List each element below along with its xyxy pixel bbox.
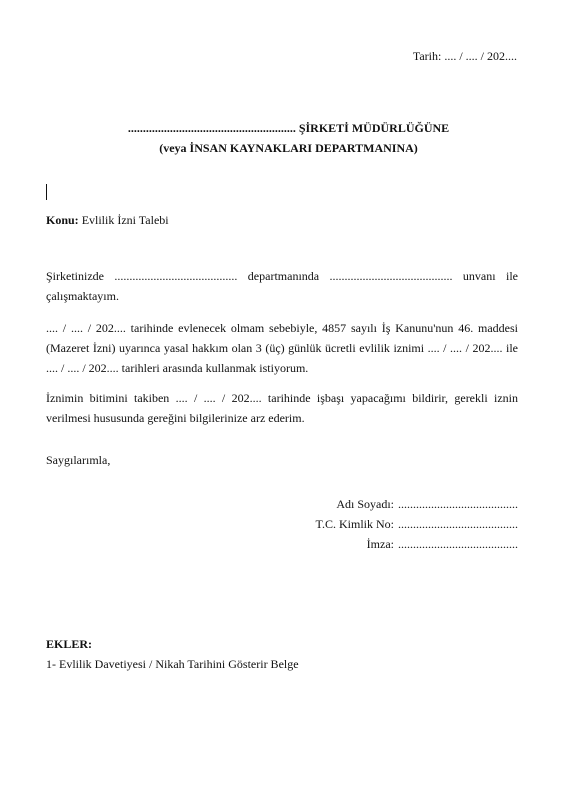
signature-field: ........................................ <box>398 497 518 511</box>
signature-block <box>240 494 518 554</box>
paragraph-leave-request: .... / .... / 202.... tarihinde evlenecek olmam sebebiyle, 4857 sayılı İş Kanunu'nun 46. maddesi (Mazeret İzni) uyarınca yasal hakkım olan 3 (üç) günlük ücretli evlilik iznimi .... / .... / 202.... ile .... / .... / 202.... tarihleri arasında kullanmak istiyorum. <box>46 321 518 375</box>
signature-field: ........................................ <box>398 537 518 551</box>
signature-row-id <box>240 514 518 534</box>
signature-label: İmza: <box>366 537 394 551</box>
signature-row-sign <box>240 534 518 554</box>
attachments-title: EKLER: <box>46 637 93 651</box>
paragraph-employment: Şirketinizde ......................................... departmanında ......................................... unvanı ile çalışmaktayım. <box>46 269 518 303</box>
signature-row-name <box>240 494 518 514</box>
paragraph-return: İznimin bitimini takiben .... / .... / 202.... tarihinde işbaşı yapacağımı bildirir, gerekli iznin verilmesi hususunda gereğini bilgilerinize arz ederim. <box>46 391 518 425</box>
subject-label: Konu: <box>46 213 79 227</box>
addressee-line-2: (veya İNSAN KAYNAKLARI DEPARTMANINA) <box>159 141 418 155</box>
closing-salutation: Saygılarımla, <box>46 453 111 467</box>
attachment-item: 1- Evlilik Davetiyesi / Nikah Tarihini Gösterir Belge <box>46 657 299 671</box>
text-cursor <box>46 184 47 200</box>
addressee-line-1: ........................................................ ŞİRKETİ MÜDÜRLÜĞÜNE <box>127 121 450 135</box>
subject-line <box>46 210 169 230</box>
signature-label: T.C. Kimlik No: <box>315 517 394 531</box>
addressee-heading <box>0 118 577 158</box>
date-line: Tarih: .... / .... / 202.... <box>412 49 517 63</box>
signature-label: Adı Soyadı: <box>336 497 394 511</box>
subject-text: Evlilik İzni Talebi <box>78 213 169 227</box>
signature-field: ........................................ <box>398 517 518 531</box>
